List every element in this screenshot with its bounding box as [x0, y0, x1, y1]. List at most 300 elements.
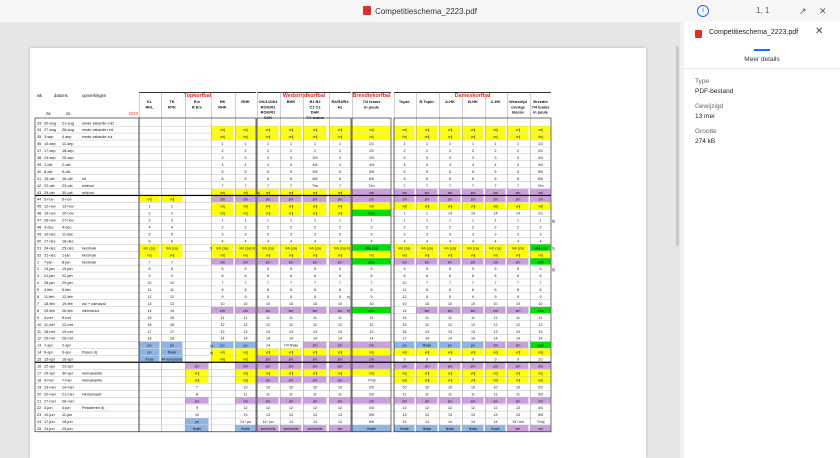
row-week: 47 [37, 218, 42, 223]
pdf-viewer[interactable] [0, 22, 680, 458]
schedule-cell: 6/6 [369, 176, 374, 181]
schedule-cell: vrij [493, 135, 498, 140]
schedule-cell: zm [243, 364, 248, 369]
schedule-cell: 4 [244, 162, 247, 167]
column-header: R-Topkl. [419, 99, 435, 104]
schedule-cell: 7 [339, 281, 341, 286]
schedule-cell: 6 [472, 274, 474, 279]
schedule-cell: 12 [220, 322, 225, 327]
schedule-cell: 3 [171, 218, 173, 223]
schedule-cell: 18 [170, 336, 174, 341]
row-date-za: 3-sep [44, 135, 54, 140]
schedule-cell: 12 [402, 406, 407, 411]
schedule-cell: vrij [288, 128, 294, 133]
schedule-cell: 12 [402, 295, 407, 299]
column-header: klasse [512, 109, 524, 115]
schedule-cell: 10 [516, 301, 520, 306]
schedule-cell: vrij [493, 204, 498, 209]
row-date-zo: 13-nov [62, 204, 74, 209]
schedule-cell: 1/1 [538, 357, 543, 362]
open-external-icon[interactable]: ↗ [799, 6, 807, 16]
schedule-cell: 9 [370, 295, 373, 299]
schedule-cell: zm [288, 197, 294, 202]
row-date-za: 5-nov [44, 197, 54, 202]
schedule-cell: 7/m/j [536, 420, 545, 425]
schedule-cell: vrij [447, 371, 453, 376]
row-date-za: 17-sep [44, 149, 56, 154]
schedule-cell: po [147, 350, 152, 355]
header-datums: datums [54, 93, 68, 98]
schedule-cell: inh (za) [285, 246, 297, 251]
schedule-cell: zm/beslis [307, 427, 323, 432]
schedule-cell: 7 [244, 281, 247, 286]
schedule-cell: 14 [471, 336, 475, 341]
schedule-cell: vrij [424, 128, 430, 133]
schedule-cell: vrij [402, 253, 407, 258]
schedule-cell: 3/3 [312, 156, 318, 160]
schedule-cell: zm [337, 308, 343, 313]
schedule-cell: vrij [538, 371, 543, 376]
schedule-cell: vrij [288, 211, 294, 216]
schedule-cell: zm [265, 364, 271, 369]
schedule-cell: 1 [290, 142, 292, 147]
schedule-cell: 10 [516, 385, 520, 390]
schedule-cell: 6 [290, 274, 292, 279]
schedule-cell: 1 [148, 204, 151, 209]
row-date-zo: 4-dec [62, 225, 72, 230]
schedule-cell: zm [369, 364, 374, 369]
schedule-cell: vrij [312, 350, 318, 355]
schedule-cell: 9 [244, 295, 247, 299]
schedule-cell: 9 [196, 406, 198, 411]
size-value: 274 kB [695, 138, 716, 145]
row-note: kerstvak [82, 260, 97, 265]
schedule-cell: vrij [447, 204, 453, 209]
schedule-cell: vrij [402, 350, 407, 355]
title-bar [0, 0, 840, 23]
schedule-cell: vrij [369, 204, 374, 209]
group-rule [394, 92, 551, 93]
schedule-cell: zm [515, 364, 521, 369]
row-date-za: 11-feb [44, 295, 55, 299]
row-date-zo: 26-mrt [62, 336, 73, 341]
schedule-cell: 11 [402, 392, 407, 397]
column-header: C-HK [490, 99, 501, 104]
schedule-cell: 13 [313, 413, 317, 418]
schedule-cell: 3 [244, 156, 247, 160]
row-week: 14 [37, 350, 42, 355]
schedule-cell: zm [369, 357, 374, 362]
schedule-cell: zm [220, 197, 225, 202]
row-note: einde vakantie n/d [82, 128, 113, 133]
schedule-cell: vrij [243, 357, 248, 362]
schedule-cell: 11 [313, 392, 317, 397]
schedule-cell: vrij [243, 371, 248, 376]
schedule-cell: 1 [244, 142, 247, 147]
row-date-za: 21-jan [44, 274, 55, 279]
schedule-cell: 5 [221, 267, 224, 272]
schedule-cell: 9 [517, 295, 519, 299]
schedule-cell: 4 [267, 239, 269, 244]
schedule-cell: 9 [449, 357, 451, 362]
schedule-cell: vrij [515, 378, 521, 383]
schedule-cell: 12 [538, 322, 543, 327]
schedule-cell: 1 [290, 218, 292, 223]
schedule-cell: 8 [196, 392, 198, 397]
row-date-zo: 25-sep [62, 156, 74, 160]
row-date-zo: 18-jun [62, 420, 73, 425]
schedule-cell: vrij [312, 190, 318, 195]
schedule-cell: 10 [338, 301, 342, 306]
schedule-cell: vrij [169, 253, 175, 258]
schedule-cell: 5 [472, 169, 474, 174]
schedule-cell: finale [491, 427, 500, 432]
schedule-cell: inh (za) [467, 246, 479, 251]
schedule-cell: 4 [221, 239, 224, 244]
schedule-cell: vrij [169, 197, 175, 202]
schedule-cell: 10 [493, 385, 498, 390]
schedule-cell: 3 [339, 232, 341, 237]
section-divider [35, 362, 551, 363]
row-date-za: 3-dec [44, 225, 54, 230]
row-note: kerstvak [82, 253, 97, 258]
schedule-cell: 4/4 [369, 406, 374, 411]
schedule-cell: 9 [449, 295, 451, 299]
row-note: meivakantie [82, 378, 103, 383]
row-week: 9 [37, 315, 40, 320]
schedule-cell: uitw [537, 260, 544, 265]
schedule-cell: 4 [472, 162, 474, 167]
schedule-cell: 6 [314, 274, 316, 279]
row-week: 41 [37, 176, 42, 181]
row-note: nd/mid/zui [82, 308, 100, 313]
schedule-cell: 4/4 [369, 162, 374, 167]
schedule-cell: vrij [265, 204, 271, 209]
schedule-cell: uitw (za) [364, 246, 379, 251]
schedule-cell: 10 [425, 301, 429, 306]
schedule-cell: vrij [312, 253, 318, 258]
schedule-cell: 4 [539, 239, 542, 244]
schedule-cell: 14 [266, 336, 270, 341]
row-week: 46 [37, 211, 42, 216]
schedule-cell: zm [447, 190, 453, 195]
schedule-cell: vrij [243, 378, 248, 383]
schedule-cell: 6 [517, 176, 519, 181]
schedule-cell: 2 [339, 149, 341, 154]
schedule-cell: 3 [472, 232, 474, 237]
schedule-cell: 4 [517, 239, 519, 244]
schedule-cell: 2 [267, 225, 269, 230]
schedule-cell: vrij [447, 135, 453, 140]
viewer-scrollbar[interactable] [676, 46, 679, 246]
row-date-za: 1-apr [44, 343, 53, 348]
schedule-cell: zm [312, 343, 318, 348]
schedule-cell: zm [424, 308, 430, 313]
schedule-cell: 11 [448, 392, 452, 397]
schedule-cell: 12 [471, 322, 475, 327]
schedule-cell: 9 [539, 295, 542, 299]
row-week: 43 [37, 190, 42, 195]
pdf-file-icon [695, 30, 702, 38]
schedule-cell: 15 [147, 315, 152, 320]
schedule-cell: 5/5 [312, 169, 318, 174]
schedule-cell: vrij [447, 350, 453, 355]
schedule-cell: 7 [517, 183, 519, 188]
schedule-cell: 10 [266, 385, 270, 390]
row-date-za: 17-jun [44, 420, 55, 425]
schedule-cell: 14 [493, 420, 498, 425]
note-marker: b) [257, 190, 261, 195]
schedule-cell: 4/4 [538, 162, 543, 167]
column-header: RHK [241, 99, 250, 104]
schedule-cell: uitw [537, 308, 544, 313]
schedule-cell: 1 [472, 218, 474, 223]
column-header: ROK/R1 [260, 109, 276, 115]
row-week: 50 [37, 239, 42, 244]
note-marker: e) [347, 295, 351, 300]
schedule-cell: 2 [403, 225, 406, 230]
row-date-za: 7-jan [44, 260, 53, 265]
schedule-cell: finale [445, 427, 455, 432]
schedule-cell: 11 [338, 392, 342, 397]
schedule-cell: vrij [515, 371, 521, 376]
schedule-cell: 8 [339, 288, 341, 293]
row-week: 16 [37, 364, 42, 369]
row-date-zo: 2-apr [62, 343, 71, 348]
schedule-table [30, 48, 646, 458]
row-week: 18 [37, 378, 42, 383]
schedule-cell: 14 [266, 343, 270, 348]
schedule-cell: 9 [403, 357, 406, 362]
schedule-cell: vrij [243, 204, 248, 209]
schedule-cell: 12 [243, 406, 248, 411]
row-date-za: 15-apr [44, 357, 55, 362]
schedule-cell: 13 [266, 329, 270, 334]
schedule-cell: vrij [288, 135, 294, 140]
schedule-cell: 11 [471, 315, 475, 320]
schedule-cell: 4 [290, 239, 292, 244]
column-header: 7/4 teams [531, 104, 550, 110]
schedule-cell: 4 [426, 162, 428, 167]
row-date-zo: 27-nov [62, 218, 74, 223]
column-header: Breedte [533, 99, 548, 104]
schedule-cell: 4 [244, 239, 247, 244]
row-date-zo: 1-jan [62, 253, 71, 258]
schedule-cell: 7 [267, 183, 269, 188]
schedule-cell: vrij [194, 378, 200, 383]
schedule-cell: vrij [515, 253, 521, 258]
schedule-cell: 9 [148, 274, 151, 279]
schedule-cell: 5 [494, 169, 497, 174]
schedule-cell: 7/m/j [367, 378, 376, 383]
schedule-cell: 7 [426, 281, 428, 286]
column-header: CHK [263, 114, 273, 120]
schedule-cell: 14 [493, 211, 498, 216]
schedule-cell: 10 [538, 301, 543, 306]
schedule-cell: 10 [402, 385, 407, 390]
row-date-zo: 2-okt [62, 162, 71, 167]
schedule-cell: zm [194, 399, 200, 404]
row-date-za: 12-nov [44, 204, 56, 209]
column-header: R Ere [191, 104, 203, 110]
schedule-cell: 4 [221, 162, 224, 167]
schedule-cell: zm [538, 364, 543, 369]
schedule-cell: 3 [267, 232, 269, 237]
schedule-cell: 11 [147, 288, 152, 293]
schedule-cell: vrij [515, 350, 521, 355]
schedule-cell: 6/6 [538, 176, 543, 181]
schedule-cell: zm [369, 399, 374, 404]
row-note: nd [82, 176, 87, 181]
schedule-cell: 9 [267, 295, 269, 299]
schedule-cell: vrij [194, 371, 200, 376]
row-week: 7 [37, 301, 40, 306]
info-icon[interactable]: i [697, 5, 709, 17]
schedule-cell: 11 [313, 315, 317, 320]
column-header: BHK [286, 99, 296, 104]
schedule-cell: 3 [539, 232, 542, 237]
schedule-cell: finale [400, 427, 409, 432]
schedule-cell: 14 [220, 336, 225, 341]
schedule-cell: vrij [538, 350, 543, 355]
schedule-cell: vrij [493, 128, 498, 133]
schedule-cell: zm [337, 357, 343, 362]
schedule-cell: 7 [426, 183, 428, 188]
schedule-cell: vrij [147, 253, 152, 258]
header-opmerkingen: opmerkingen [82, 93, 107, 98]
schedule-cell: vrij [424, 204, 430, 209]
schedule-cell: 4 [339, 239, 341, 244]
group-title: Breedtekorfbal [352, 93, 391, 99]
row-week: 5 [37, 288, 40, 293]
schedule-cell: 5 [449, 267, 451, 272]
modified-value: 13 mei [695, 113, 715, 120]
schedule-cell: zm [265, 197, 271, 202]
schedule-cell: zm [402, 190, 407, 195]
schedule-cell: 14 [402, 315, 407, 320]
row-date-zo: 9-apr [62, 350, 71, 355]
schedule-cell: 5 [403, 169, 406, 174]
schedule-cell: 1/1 [538, 142, 543, 147]
schedule-cell: 1 [517, 142, 519, 147]
tab-more-details[interactable]: Meer details [744, 56, 780, 63]
schedule-cell: zm [243, 197, 248, 202]
schedule-cell: 4 [267, 162, 269, 167]
schedule-cell: 5 [290, 267, 292, 272]
page-indicator: 1, 1 [756, 6, 770, 15]
schedule-cell: 12 [471, 406, 475, 411]
column-header: Ere [193, 99, 201, 104]
schedule-cell: zm [515, 399, 521, 404]
schedule-cell: 4 [472, 239, 474, 244]
schedule-cell: 6 [148, 239, 151, 244]
row-date-zo: 23-apr [62, 364, 73, 369]
schedule-cell: 14 [448, 420, 452, 425]
schedule-cell: 4 [290, 162, 292, 167]
schedule-cell: 15 / inh [512, 420, 524, 425]
schedule-cell: zm [337, 197, 343, 202]
schedule-cell: vrij [243, 190, 248, 195]
schedule-cell: po [448, 343, 452, 348]
schedule-cell: zm [337, 427, 343, 432]
row-date-za: 6-mei [44, 378, 54, 383]
schedule-cell: 2 [517, 149, 519, 154]
schedule-cell: 5 [472, 267, 474, 272]
schedule-cell: zm [312, 260, 318, 265]
pdf-page [30, 48, 646, 458]
schedule-cell: 1 [267, 218, 269, 223]
schedule-cell: 10 [369, 301, 374, 306]
group-rule [139, 92, 256, 93]
schedule-cell: vrij [220, 204, 225, 209]
schedule-cell: po [471, 343, 475, 348]
row-date-zo: 11-jun [62, 413, 73, 418]
schedule-cell: 3 [244, 232, 247, 237]
schedule-cell: 11 [425, 315, 429, 320]
row-week: 10 [37, 322, 42, 327]
schedule-cell: zm [288, 399, 294, 404]
schedule-cell: 4 [403, 162, 406, 167]
schedule-cell: vrij [402, 204, 407, 209]
schedule-cell: vrij [424, 253, 430, 258]
schedule-cell: 5 [244, 267, 247, 272]
schedule-cell: vrij [369, 128, 374, 133]
row-date-zo: 12-mrt [62, 322, 73, 327]
column-header: RHK [218, 104, 227, 110]
row-date-zo: 22-jan [62, 274, 73, 279]
row-date-zo: 29-jan [62, 281, 73, 286]
schedule-cell: zm [470, 197, 476, 202]
schedule-cell: zm [402, 197, 407, 202]
schedule-cell: 6 [221, 176, 224, 181]
schedule-cell: 11 [243, 315, 248, 320]
schedule-cell: 8 [426, 288, 428, 293]
schedule-cell: 5 [314, 267, 316, 272]
row-week: 12 [37, 336, 42, 341]
row-date-zo: 21-mei [62, 392, 74, 397]
schedule-cell: 5/5 [369, 413, 374, 418]
schedule-cell: 9 [426, 295, 428, 299]
schedule-cell: 15 [402, 322, 407, 327]
row-date-zo: 5-mrt [62, 315, 71, 320]
schedule-cell: 1 [494, 218, 497, 223]
schedule-cell: vrij [402, 378, 407, 383]
schedule-cell: #4 wm/plaats [161, 357, 183, 362]
group-title: Topkorfbal [183, 93, 212, 99]
schedule-cell: 8 [449, 288, 451, 293]
close-icon[interactable]: ✕ [819, 6, 827, 16]
schedule-cell: 7 [148, 260, 151, 265]
schedule-cell: 6 [403, 274, 406, 279]
row-date-za: 28-jan [44, 281, 55, 286]
schedule-cell: 1 [403, 211, 406, 216]
schedule-cell: 2 [290, 149, 292, 154]
schedule-cell: zm [515, 343, 521, 348]
schedule-cell: zm [470, 190, 476, 195]
schedule-cell: 1 [221, 218, 224, 223]
row-note: einde vakantie zui [82, 135, 113, 140]
schedule-cell: 12 [313, 406, 317, 411]
column-header: overige [511, 104, 525, 110]
schedule-cell: zm [337, 399, 343, 404]
schedule-cell: zm [515, 260, 521, 265]
row-date-zo: 9-okt [62, 169, 71, 174]
schedule-cell: vrij [493, 371, 498, 376]
panel-close-icon[interactable]: ✕ [815, 26, 824, 37]
schedule-cell: zm [493, 197, 498, 202]
row-date-za: 4-mrt [44, 315, 53, 320]
schedule-cell: vrij [220, 128, 225, 133]
